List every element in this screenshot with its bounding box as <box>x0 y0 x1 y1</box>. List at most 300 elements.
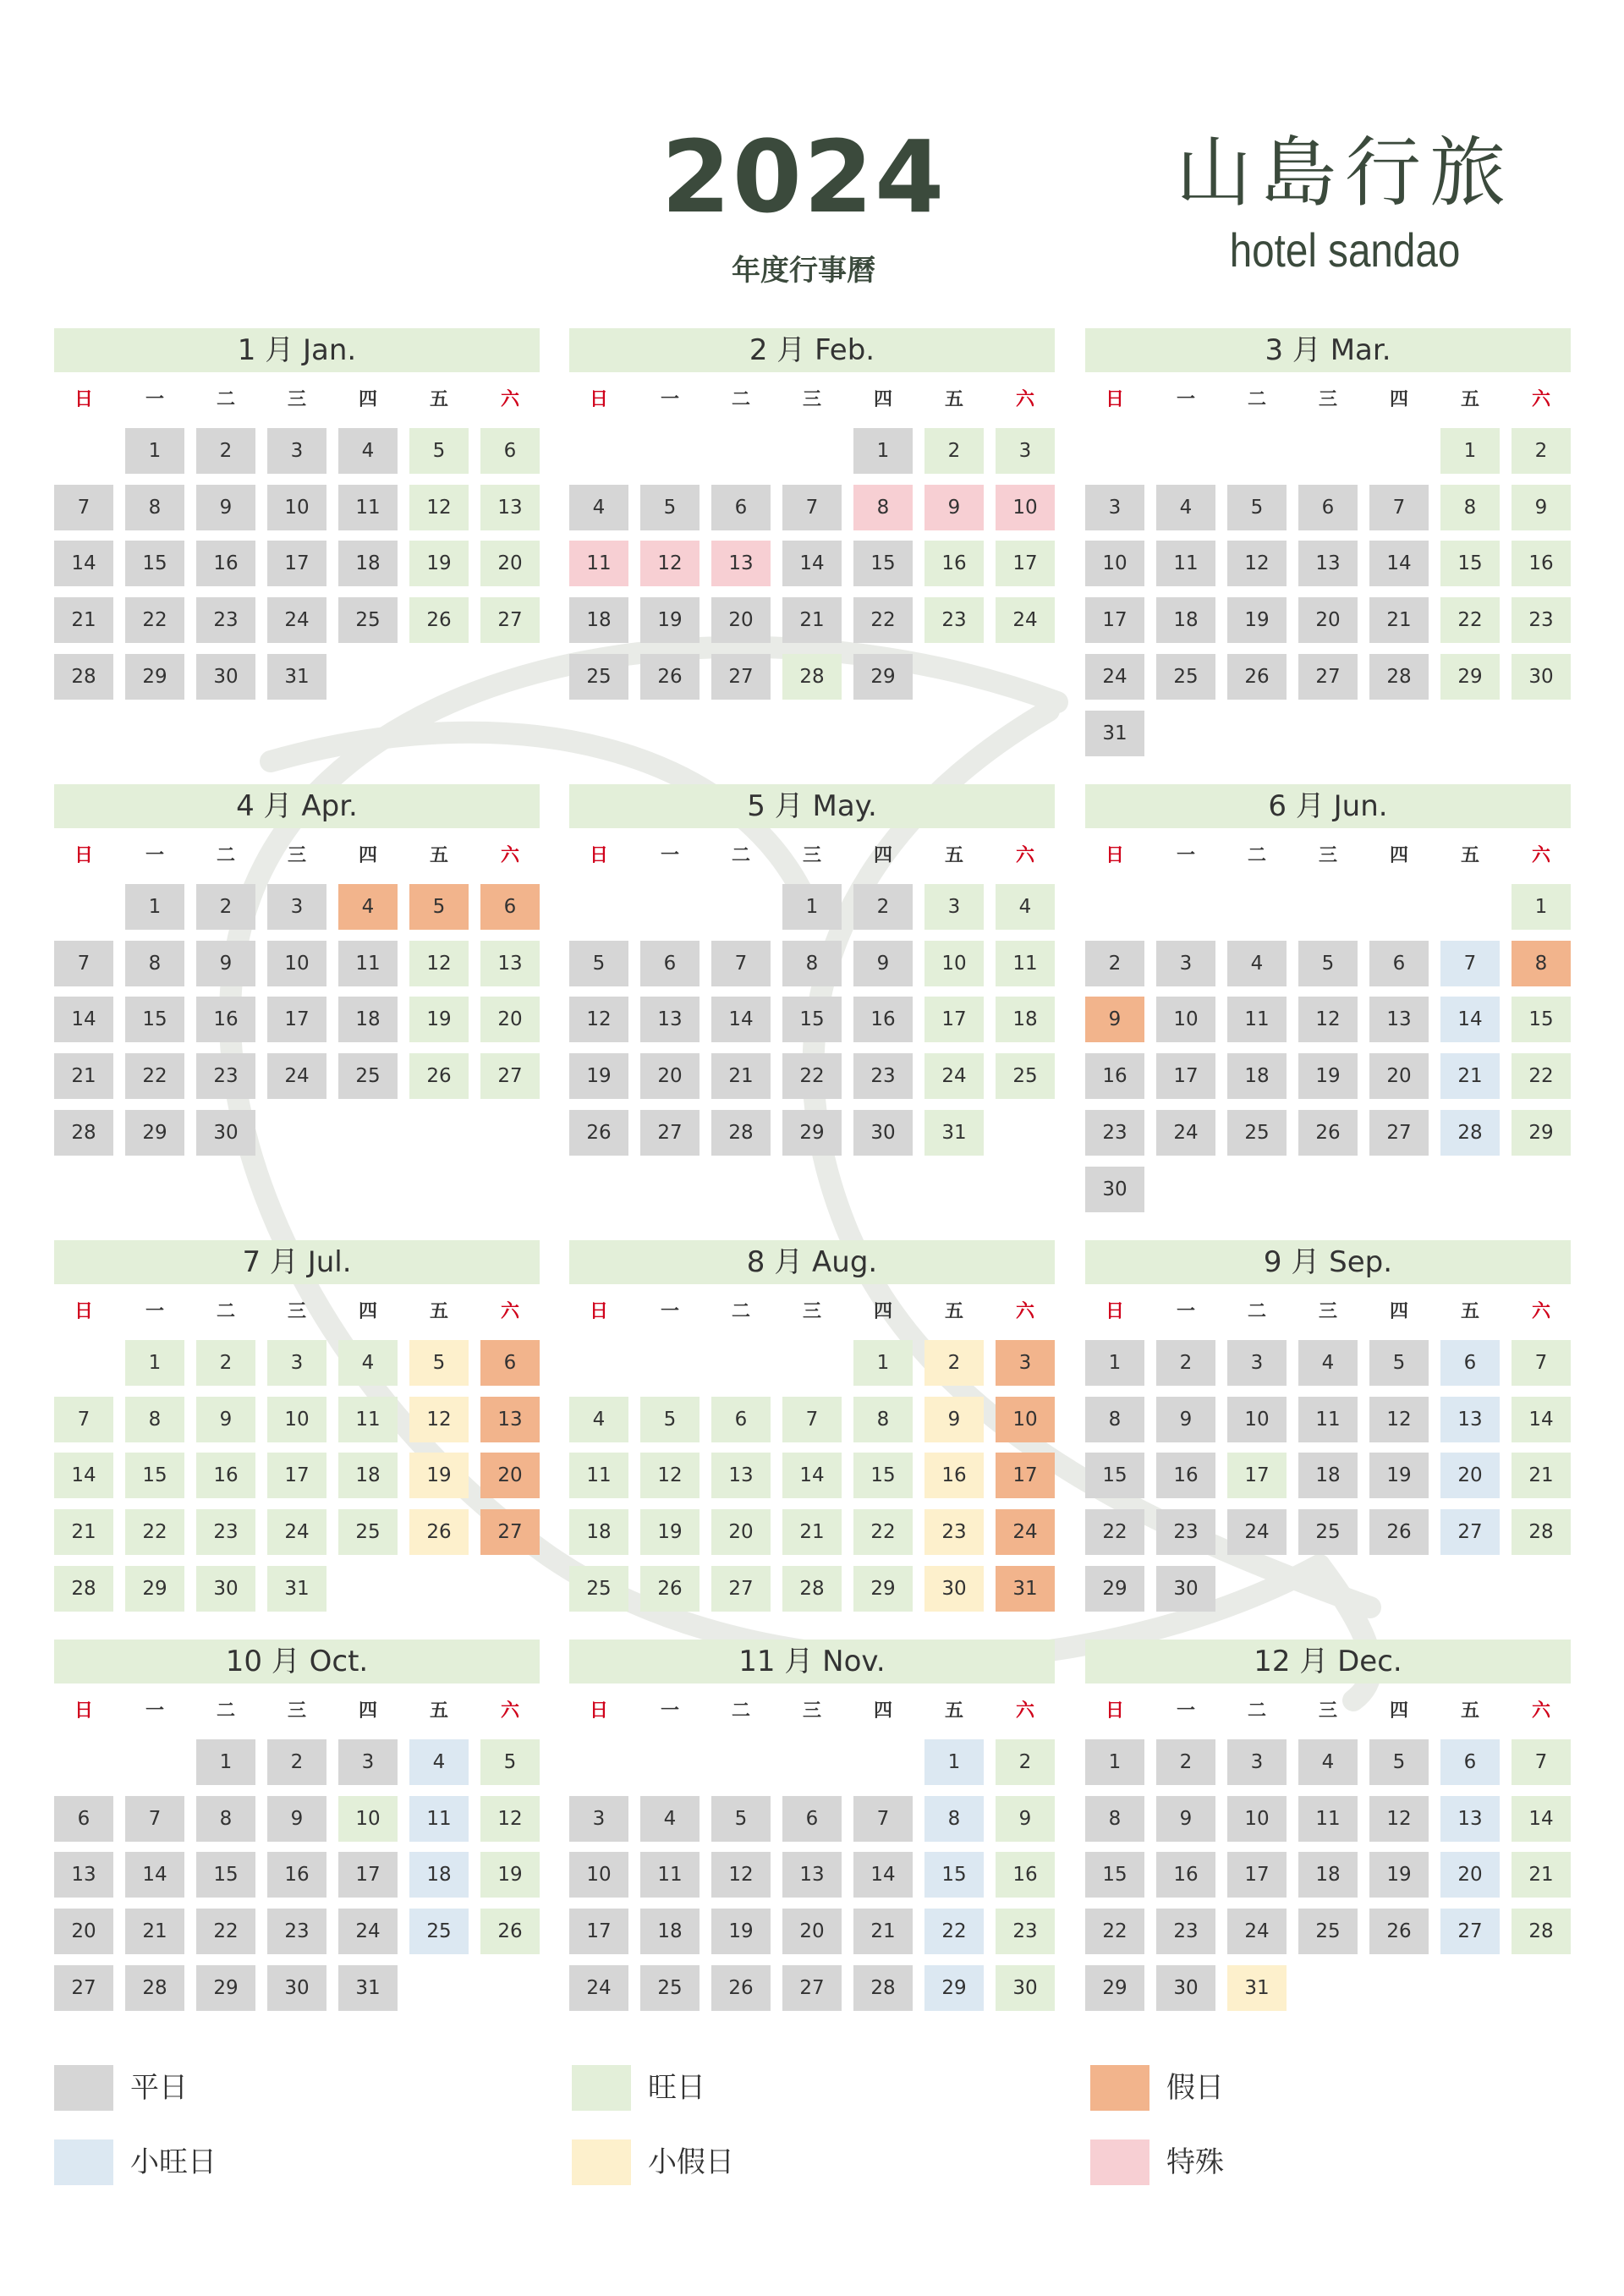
day-cell: 27 <box>1369 1110 1429 1156</box>
day-cell: 31 <box>267 1566 326 1612</box>
day-cell: 15 <box>1440 541 1500 586</box>
day-cell: 10 <box>1227 1397 1287 1442</box>
weekday-label: 六 <box>500 1301 519 1322</box>
weekday-label: 日 <box>74 1700 93 1722</box>
day-cell: 6 <box>1369 941 1429 986</box>
weekday-label: 三 <box>802 389 821 410</box>
day-cell: 26 <box>640 654 700 700</box>
day-cell: 21 <box>782 1509 842 1555</box>
day-cell: 11 <box>1298 1397 1358 1442</box>
day-cell: 4 <box>338 1340 398 1386</box>
day-cell: 15 <box>924 1852 984 1898</box>
day-cell: 20 <box>640 1053 700 1099</box>
day-cell: 18 <box>338 997 398 1042</box>
day-cell: 10 <box>267 941 326 986</box>
day-cell: 2 <box>1512 428 1571 474</box>
day-cell: 6 <box>1298 485 1358 530</box>
day-cell: 20 <box>54 1909 113 1954</box>
month-block <box>54 784 540 1144</box>
day-cell: 9 <box>996 1796 1055 1842</box>
day-cell: 25 <box>569 654 628 700</box>
day-cell: 8 <box>853 485 913 530</box>
day-cell: 13 <box>1369 997 1429 1042</box>
day-cell: 24 <box>1085 654 1144 700</box>
month-title: 7 月 Jul. <box>54 1240 540 1284</box>
weekday-label: 二 <box>216 389 235 410</box>
weekday-label: 日 <box>589 389 608 410</box>
day-cell: 13 <box>1298 541 1358 586</box>
day-cell: 1 <box>125 428 184 474</box>
month-title: 5 月 May. <box>569 784 1055 828</box>
day-cell: 16 <box>267 1852 326 1898</box>
day-cell: 30 <box>996 1965 1055 2011</box>
weekday-label: 四 <box>1389 389 1408 410</box>
day-cell: 2 <box>267 1739 326 1785</box>
day-cell: 4 <box>1227 941 1287 986</box>
day-cell: 7 <box>853 1796 913 1842</box>
day-cell: 5 <box>409 1340 469 1386</box>
day-cell: 18 <box>640 1909 700 1954</box>
day-cell: 28 <box>1440 1110 1500 1156</box>
calendar-year: 2024 <box>661 118 946 235</box>
weekday-label: 三 <box>287 1700 306 1722</box>
day-cell: 22 <box>924 1909 984 1954</box>
day-cell: 17 <box>1156 1053 1215 1099</box>
day-cell: 12 <box>1227 541 1287 586</box>
day-cell: 1 <box>1512 884 1571 930</box>
weekday-row <box>1085 828 1571 884</box>
day-cell: 27 <box>1440 1509 1500 1555</box>
day-cell: 27 <box>480 1509 540 1555</box>
day-cell: 1 <box>924 1739 984 1785</box>
day-cell: 18 <box>409 1852 469 1898</box>
day-cell: 16 <box>196 997 255 1042</box>
day-cell: 12 <box>640 541 700 586</box>
weekday-label: 一 <box>660 845 679 866</box>
weekday-label: 二 <box>731 1301 750 1322</box>
weekday-label: 四 <box>358 1700 377 1722</box>
day-cell: 11 <box>996 941 1055 986</box>
legend-label: 特殊 <box>1166 2145 1224 2179</box>
weekday-label: 二 <box>1247 389 1266 410</box>
day-cell: 11 <box>1298 1796 1358 1842</box>
day-cell: 7 <box>782 485 842 530</box>
day-cell: 28 <box>1512 1909 1571 1954</box>
month-block <box>1085 328 1571 744</box>
day-cell: 6 <box>480 428 540 474</box>
day-cell: 31 <box>1085 711 1144 756</box>
legend-label: 旺日 <box>648 2071 705 2105</box>
day-cell: 13 <box>711 1453 771 1498</box>
day-cell: 29 <box>782 1110 842 1156</box>
day-cell: 15 <box>1085 1852 1144 1898</box>
day-cell: 18 <box>1298 1453 1358 1498</box>
weekday-label: 六 <box>500 389 519 410</box>
weekday-label: 五 <box>429 845 448 866</box>
day-cell: 5 <box>569 941 628 986</box>
day-cell: 18 <box>338 541 398 586</box>
weekday-label: 三 <box>802 845 821 866</box>
day-cell: 23 <box>924 1509 984 1555</box>
day-cell: 15 <box>853 1453 913 1498</box>
day-cell: 10 <box>267 1397 326 1442</box>
day-cell: 20 <box>1440 1453 1500 1498</box>
day-cell: 29 <box>1085 1566 1144 1612</box>
day-cell: 3 <box>1085 485 1144 530</box>
day-cell: 20 <box>782 1909 842 1954</box>
day-cell: 1 <box>782 884 842 930</box>
brand-name-chinese: 山島行旅 <box>1176 129 1514 217</box>
weekday-label: 三 <box>287 1301 306 1322</box>
weekday-label: 一 <box>145 1301 164 1322</box>
day-cell: 30 <box>196 654 255 700</box>
day-cell: 8 <box>782 941 842 986</box>
day-cell: 29 <box>125 1110 184 1156</box>
day-cell: 26 <box>409 1053 469 1099</box>
day-cell: 8 <box>1085 1796 1144 1842</box>
day-cell: 5 <box>1369 1340 1429 1386</box>
weekday-label: 四 <box>873 1700 892 1722</box>
day-cell: 13 <box>711 541 771 586</box>
day-cell: 4 <box>409 1739 469 1785</box>
day-cell: 23 <box>996 1909 1055 1954</box>
day-cell: 28 <box>1512 1509 1571 1555</box>
day-cell: 2 <box>853 884 913 930</box>
day-cell: 2 <box>996 1739 1055 1785</box>
day-cell: 13 <box>1440 1397 1500 1442</box>
day-cell: 17 <box>1227 1852 1287 1898</box>
day-cell: 26 <box>640 1566 700 1612</box>
day-cell: 5 <box>711 1796 771 1842</box>
day-cell: 7 <box>782 1397 842 1442</box>
day-cell: 7 <box>54 1397 113 1442</box>
day-cell: 25 <box>1227 1110 1287 1156</box>
day-cell: 4 <box>640 1796 700 1842</box>
day-cell: 7 <box>1512 1739 1571 1785</box>
weekday-label: 四 <box>358 389 377 410</box>
day-cell: 2 <box>196 884 255 930</box>
day-cell: 17 <box>924 997 984 1042</box>
month-title: 9 月 Sep. <box>1085 1240 1571 1284</box>
weekday-label: 五 <box>944 1700 963 1722</box>
day-cell: 8 <box>1512 941 1571 986</box>
month-title: 12 月 Dec. <box>1085 1640 1571 1684</box>
day-cell: 4 <box>1298 1739 1358 1785</box>
day-cell: 18 <box>338 1453 398 1498</box>
day-cell: 31 <box>924 1110 984 1156</box>
day-cell: 9 <box>1156 1796 1215 1842</box>
day-cell: 25 <box>338 1509 398 1555</box>
day-cell: 21 <box>125 1909 184 1954</box>
day-cell: 24 <box>996 1509 1055 1555</box>
day-cell: 22 <box>782 1053 842 1099</box>
day-cell: 17 <box>267 1453 326 1498</box>
month-title: 11 月 Nov. <box>569 1640 1055 1684</box>
weekday-label: 日 <box>1105 845 1124 866</box>
day-cell: 23 <box>1156 1509 1215 1555</box>
day-cell: 14 <box>54 1453 113 1498</box>
day-cell: 28 <box>782 654 842 700</box>
day-cell: 13 <box>480 485 540 530</box>
day-cell: 6 <box>480 1340 540 1386</box>
day-cell: 12 <box>480 1796 540 1842</box>
day-cell: 30 <box>924 1566 984 1612</box>
legend-swatch <box>1090 2139 1149 2185</box>
day-cell: 28 <box>54 1110 113 1156</box>
day-cell: 29 <box>125 1566 184 1612</box>
weekday-label: 二 <box>216 1700 235 1722</box>
day-cell: 30 <box>196 1110 255 1156</box>
day-cell: 20 <box>1298 597 1358 643</box>
month-block <box>54 328 540 688</box>
day-cell: 3 <box>924 884 984 930</box>
day-cell: 21 <box>54 1053 113 1099</box>
weekday-label: 日 <box>74 845 93 866</box>
day-cell: 30 <box>196 1566 255 1612</box>
month-block <box>569 1640 1055 1999</box>
day-cell: 11 <box>1227 997 1287 1042</box>
day-cell: 17 <box>267 997 326 1042</box>
day-cell: 28 <box>1369 654 1429 700</box>
weekday-label: 二 <box>1247 845 1266 866</box>
day-cell: 11 <box>338 1397 398 1442</box>
day-cell: 19 <box>569 1053 628 1099</box>
weekday-label: 六 <box>1015 845 1034 866</box>
day-cell: 11 <box>338 941 398 986</box>
day-cell: 2 <box>196 428 255 474</box>
day-cell: 14 <box>1512 1397 1571 1442</box>
day-cell: 5 <box>1369 1739 1429 1785</box>
weekday-row <box>569 372 1055 428</box>
day-cell: 19 <box>1369 1453 1429 1498</box>
day-cell: 15 <box>125 541 184 586</box>
day-cell: 24 <box>338 1909 398 1954</box>
weekday-label: 二 <box>216 845 235 866</box>
day-cell: 25 <box>338 597 398 643</box>
day-cell: 10 <box>996 485 1055 530</box>
day-cell: 16 <box>196 1453 255 1498</box>
day-cell: 29 <box>1512 1110 1571 1156</box>
weekday-label: 二 <box>216 1301 235 1322</box>
day-cell: 20 <box>480 1453 540 1498</box>
weekday-row <box>569 828 1055 884</box>
day-cell: 23 <box>1156 1909 1215 1954</box>
day-cell: 3 <box>338 1739 398 1785</box>
legend-label: 假日 <box>1166 2071 1224 2105</box>
day-cell: 8 <box>125 941 184 986</box>
weekday-label: 四 <box>1389 845 1408 866</box>
day-cell: 12 <box>409 941 469 986</box>
day-cell: 20 <box>1369 1053 1429 1099</box>
weekday-label: 五 <box>1460 1700 1479 1722</box>
day-cell: 19 <box>1369 1852 1429 1898</box>
day-cell: 29 <box>853 1566 913 1612</box>
day-cell: 17 <box>338 1852 398 1898</box>
day-cell: 19 <box>640 1509 700 1555</box>
day-cell: 24 <box>569 1965 628 2011</box>
weekday-label: 三 <box>1318 389 1337 410</box>
weekday-label: 六 <box>500 1700 519 1722</box>
day-cell: 15 <box>196 1852 255 1898</box>
day-cell: 3 <box>569 1796 628 1842</box>
weekday-label: 日 <box>74 1301 93 1322</box>
day-cell: 3 <box>1227 1340 1287 1386</box>
day-cell: 4 <box>338 884 398 930</box>
day-cell: 14 <box>1369 541 1429 586</box>
weekday-label: 日 <box>1105 1700 1124 1722</box>
day-cell: 4 <box>1156 485 1215 530</box>
day-cell: 4 <box>996 884 1055 930</box>
day-cell: 8 <box>125 485 184 530</box>
day-cell: 26 <box>1298 1110 1358 1156</box>
day-cell: 11 <box>409 1796 469 1842</box>
day-cell: 25 <box>996 1053 1055 1099</box>
weekday-row <box>569 1684 1055 1739</box>
day-cell: 25 <box>569 1566 628 1612</box>
weekday-label: 三 <box>1318 1301 1337 1322</box>
day-cell: 19 <box>409 541 469 586</box>
day-cell: 11 <box>569 1453 628 1498</box>
day-cell: 5 <box>409 428 469 474</box>
day-cell: 2 <box>924 428 984 474</box>
weekday-label: 二 <box>1247 1700 1266 1722</box>
day-cell: 2 <box>1156 1739 1215 1785</box>
day-cell: 24 <box>1156 1110 1215 1156</box>
month-block <box>1085 1240 1571 1600</box>
weekday-label: 六 <box>1531 845 1550 866</box>
day-cell: 23 <box>1085 1110 1144 1156</box>
day-cell: 19 <box>409 997 469 1042</box>
day-cell: 22 <box>196 1909 255 1954</box>
day-cell: 7 <box>1440 941 1500 986</box>
weekday-label: 四 <box>873 1301 892 1322</box>
day-cell: 6 <box>711 485 771 530</box>
day-cell: 7 <box>711 941 771 986</box>
day-cell: 29 <box>125 654 184 700</box>
month-title: 6 月 Jun. <box>1085 784 1571 828</box>
day-cell: 4 <box>338 428 398 474</box>
weekday-label: 一 <box>145 389 164 410</box>
day-cell: 16 <box>924 541 984 586</box>
day-cell: 9 <box>924 1397 984 1442</box>
day-cell: 28 <box>54 654 113 700</box>
day-cell: 5 <box>480 1739 540 1785</box>
day-cell: 14 <box>54 997 113 1042</box>
month-block <box>569 328 1055 688</box>
day-cell: 19 <box>409 1453 469 1498</box>
day-cell: 25 <box>1156 654 1215 700</box>
day-cell: 9 <box>924 485 984 530</box>
day-cell: 9 <box>196 1397 255 1442</box>
day-cell: 4 <box>569 1397 628 1442</box>
legend-label: 小旺日 <box>130 2145 217 2179</box>
day-cell: 16 <box>1512 541 1571 586</box>
day-cell: 18 <box>996 997 1055 1042</box>
day-cell: 23 <box>924 597 984 643</box>
day-cell: 2 <box>1156 1340 1215 1386</box>
day-cell: 7 <box>54 485 113 530</box>
day-cell: 1 <box>1440 428 1500 474</box>
day-cell: 12 <box>569 997 628 1042</box>
day-cell: 11 <box>640 1852 700 1898</box>
day-cell: 17 <box>1085 597 1144 643</box>
weekday-label: 四 <box>358 845 377 866</box>
day-cell: 3 <box>996 428 1055 474</box>
day-cell: 26 <box>1369 1909 1429 1954</box>
day-cell: 12 <box>409 1397 469 1442</box>
weekday-label: 五 <box>1460 1301 1479 1322</box>
day-cell: 20 <box>480 541 540 586</box>
day-cell: 8 <box>924 1796 984 1842</box>
day-cell: 19 <box>480 1852 540 1898</box>
day-cell: 24 <box>267 1053 326 1099</box>
day-cell: 6 <box>640 941 700 986</box>
day-cell: 27 <box>1298 654 1358 700</box>
day-cell: 27 <box>480 597 540 643</box>
day-cell: 14 <box>1512 1796 1571 1842</box>
day-cell: 7 <box>1369 485 1429 530</box>
day-cell: 27 <box>54 1965 113 2011</box>
day-cell: 28 <box>782 1566 842 1612</box>
month-block <box>569 784 1055 1144</box>
day-cell: 5 <box>640 485 700 530</box>
day-cell: 18 <box>569 597 628 643</box>
month-title: 8 月 Aug. <box>569 1240 1055 1284</box>
day-cell: 13 <box>54 1852 113 1898</box>
weekday-label: 一 <box>660 1700 679 1722</box>
day-cell: 8 <box>853 1397 913 1442</box>
day-cell: 5 <box>1298 941 1358 986</box>
day-cell: 10 <box>996 1397 1055 1442</box>
day-cell: 8 <box>1440 485 1500 530</box>
day-cell: 7 <box>54 941 113 986</box>
day-cell: 21 <box>1512 1453 1571 1498</box>
month-block <box>54 1640 540 1999</box>
day-cell: 28 <box>125 1965 184 2011</box>
weekday-row <box>1085 1684 1571 1739</box>
day-cell: 29 <box>1440 654 1500 700</box>
weekday-label: 五 <box>944 845 963 866</box>
weekday-label: 一 <box>1176 1700 1195 1722</box>
legend-swatch <box>54 2139 113 2185</box>
day-cell: 21 <box>1440 1053 1500 1099</box>
day-cell: 21 <box>782 597 842 643</box>
day-cell: 26 <box>1369 1509 1429 1555</box>
weekday-label: 一 <box>145 845 164 866</box>
day-cell: 22 <box>1440 597 1500 643</box>
legend-label: 平日 <box>130 2071 188 2105</box>
day-cell: 30 <box>853 1110 913 1156</box>
day-cell: 16 <box>196 541 255 586</box>
day-cell: 30 <box>1156 1965 1215 2011</box>
day-cell: 13 <box>480 941 540 986</box>
day-cell: 13 <box>640 997 700 1042</box>
day-cell: 13 <box>782 1852 842 1898</box>
day-cell: 22 <box>853 1509 913 1555</box>
day-cell: 14 <box>711 997 771 1042</box>
day-cell: 29 <box>924 1965 984 2011</box>
weekday-label: 五 <box>944 389 963 410</box>
day-cell: 18 <box>569 1509 628 1555</box>
day-cell: 22 <box>125 597 184 643</box>
weekday-label: 六 <box>1015 389 1034 410</box>
day-cell: 21 <box>54 1509 113 1555</box>
day-cell: 27 <box>640 1110 700 1156</box>
day-cell: 29 <box>1085 1965 1144 2011</box>
weekday-label: 六 <box>1531 389 1550 410</box>
legend-swatch <box>54 2065 113 2111</box>
day-cell: 24 <box>267 597 326 643</box>
